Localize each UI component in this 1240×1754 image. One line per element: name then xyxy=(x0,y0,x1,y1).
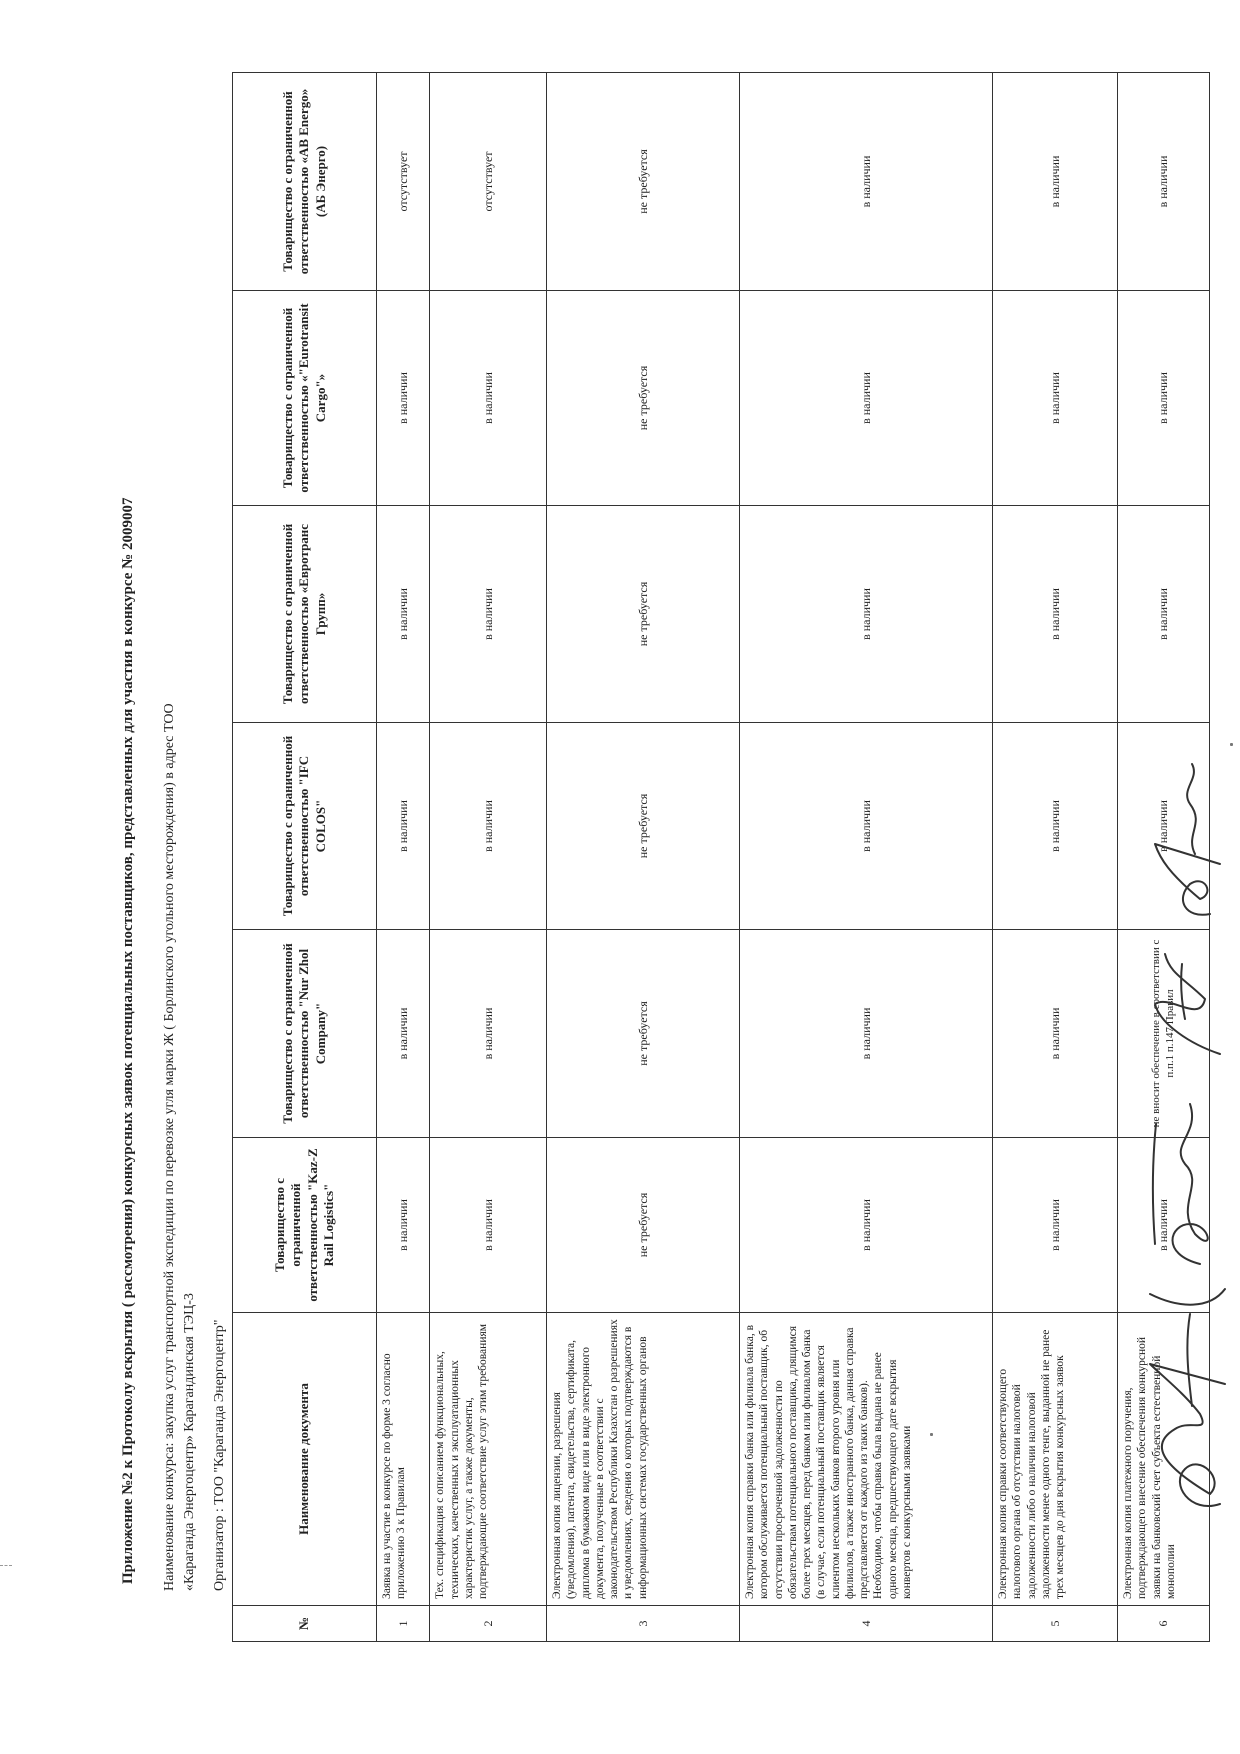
procurement-name-line-2: «Караганда Энергоцентр» Карагандинская ТЭЦ-3 xyxy=(182,1293,197,1591)
row-number: 6 xyxy=(1118,1606,1210,1642)
scan-edge-mark xyxy=(0,1565,12,1566)
table-row xyxy=(993,73,1118,1642)
status-cell: в наличии xyxy=(430,1138,547,1313)
header-supplier-2: Товарищество с ограниченной ответственностью "Nur Zhol Company" xyxy=(233,930,377,1138)
status-cell: в наличии xyxy=(377,1138,430,1313)
status-cell: в наличии xyxy=(377,930,430,1138)
organizer-line: Организатор : ТОО "Караганда Энергоцентр" xyxy=(212,1319,227,1591)
document-name-cell: Электронная копия справки банка или филиала банка, в котором обслуживается потенциальный поставщик, об отсутствии просроченной задолженности по обязательствам потенциального поставщика, длящимся более трех месяцев, перед банком или филиалом банка (в случае, если потенциальный поставщик является клиентом нескольких банков второго уровня или филиалов, а также иностранного банка, данная справка представляется от каждого из таких банков). Необходимо, чтобы справка была выдана не ранее одного месяца, предшествующего дате вскрытия конвертов с конкурсными заявками xyxy=(740,1313,993,1606)
document-name-cell: Заявка на участие в конкурсе по форме 3 согласно приложению 3 к Правилам xyxy=(377,1313,430,1606)
row-number: 3 xyxy=(547,1606,740,1642)
document-name-cell: Тех. спецификация с описанием функциональных, технических, качественных и эксплуатационных характеристик услуг, а также документы, подтверждающие соответствие услуг этим требованиям xyxy=(430,1313,547,1606)
signature-4 xyxy=(1155,764,1220,915)
document-name-cell: Электронная копия справки соответствующего налогового органа об отсутствии налоговой задолженности либо о наличии налоговой задолженности менее одного тенге, выданной не ранее трех месяцев до дня вскрытия конкурсных заявок xyxy=(993,1313,1118,1606)
documents-table xyxy=(232,72,1210,1642)
status-cell: в наличии xyxy=(740,73,993,291)
status-cell: в наличии xyxy=(377,723,430,930)
header-document-name: Наименование документа xyxy=(233,1313,377,1606)
row-number: 2 xyxy=(430,1606,547,1642)
header-supplier-4: Товарищество с ограниченной ответственностью «Евротранс Групп» xyxy=(233,506,377,723)
status-cell: в наличии xyxy=(430,506,547,723)
status-cell: в наличии xyxy=(740,930,993,1138)
status-cell: не требуется xyxy=(547,723,740,930)
status-cell: в наличии xyxy=(993,506,1118,723)
status-cell: в наличии xyxy=(377,506,430,723)
status-cell: в наличии xyxy=(430,930,547,1138)
signature-3 xyxy=(1155,954,1220,1054)
status-cell: не требуется xyxy=(547,1138,740,1313)
header-supplier-1: Товарищество с ограниченной ответственностью "Kaz-Z Rail Logistics" xyxy=(233,1138,377,1313)
row-number: 5 xyxy=(993,1606,1118,1642)
status-cell: в наличии xyxy=(1118,506,1210,723)
signature-1 xyxy=(1150,1314,1225,1506)
status-cell: не требуется xyxy=(547,73,740,291)
status-cell: отсутствует xyxy=(430,73,547,291)
status-cell: не требуется xyxy=(547,930,740,1138)
status-cell: не требуется xyxy=(547,506,740,723)
procurement-name-line-1: Наименование конкурса: закупка услуг транспортной экспедиции по перевозке угля марки Ж ( Борлинского угольного месторождения) в адрес ТОО xyxy=(162,703,177,1591)
status-cell: в наличии xyxy=(993,1138,1118,1313)
status-cell: в наличии xyxy=(993,291,1118,506)
header-number: № xyxy=(233,1606,377,1642)
status-cell: в наличии xyxy=(1118,723,1210,930)
status-cell: в наличии xyxy=(377,291,430,506)
status-cell: в наличии xyxy=(430,723,547,930)
header-supplier-5: Товарищество с ограниченной ответственностью «"Eurotransit Cargo"» xyxy=(233,291,377,506)
header-supplier-3: Товарищество с ограниченной ответственностью "IFC COLOS" xyxy=(233,723,377,930)
status-cell: не требуется xyxy=(547,291,740,506)
handwritten-signatures xyxy=(1130,624,1240,1524)
row-number: 1 xyxy=(377,1606,430,1642)
table-row xyxy=(430,73,547,1642)
status-cell: в наличии xyxy=(1118,1138,1210,1313)
table-row xyxy=(547,73,740,1642)
status-cell: в наличии xyxy=(993,73,1118,291)
status-cell: в наличии xyxy=(1118,291,1210,506)
status-cell: в наличии xyxy=(740,723,993,930)
table-header-row xyxy=(233,73,377,1642)
status-cell: отсутствует xyxy=(377,73,430,291)
header-supplier-6: Товарищество с ограниченной ответственностью «АВ Energo» (АБ Энерго) xyxy=(233,73,377,291)
status-cell: в наличии xyxy=(740,506,993,723)
document-name-cell: Электронная копия лицензии, разрешения (уведомления), патента, свидетельства, сертификата, диплома в бумажном виде или в виде электронного документа, полученные в соответствии с законодательством Республики Казахстан о разрешениях и уведомлениях, сведения о которых подтверждаются в информационных системах государственных органов xyxy=(547,1313,740,1606)
status-cell: в наличии xyxy=(740,291,993,506)
status-cell: в наличии xyxy=(993,930,1118,1138)
scan-speck xyxy=(1230,743,1233,746)
status-cell: в наличии xyxy=(993,723,1118,930)
table-row xyxy=(377,73,430,1642)
signature-2 xyxy=(1150,1104,1225,1305)
scan-speck xyxy=(930,1433,933,1436)
row-number: 4 xyxy=(740,1606,993,1642)
document-title: Приложение №2 к Протоколу вскрытия ( рассмотрения) конкурсных заявок потенциальных поставщиков, представленных для участия в конкурсе № 2009007 xyxy=(120,497,136,1584)
status-cell: в наличии xyxy=(1118,73,1210,291)
table-row xyxy=(740,73,993,1642)
status-cell: в наличии xyxy=(740,1138,993,1313)
status-cell: в наличии xyxy=(430,291,547,506)
document-name-cell: Электронная копия платежного поручения, подтверждающего внесение обеспечения конкурсной заявки на банковский счет субъекта естественной монополии xyxy=(1118,1313,1210,1606)
status-cell: не вносит обеспечение в соответствии с п.п.1 п.147 Правил xyxy=(1118,930,1210,1138)
